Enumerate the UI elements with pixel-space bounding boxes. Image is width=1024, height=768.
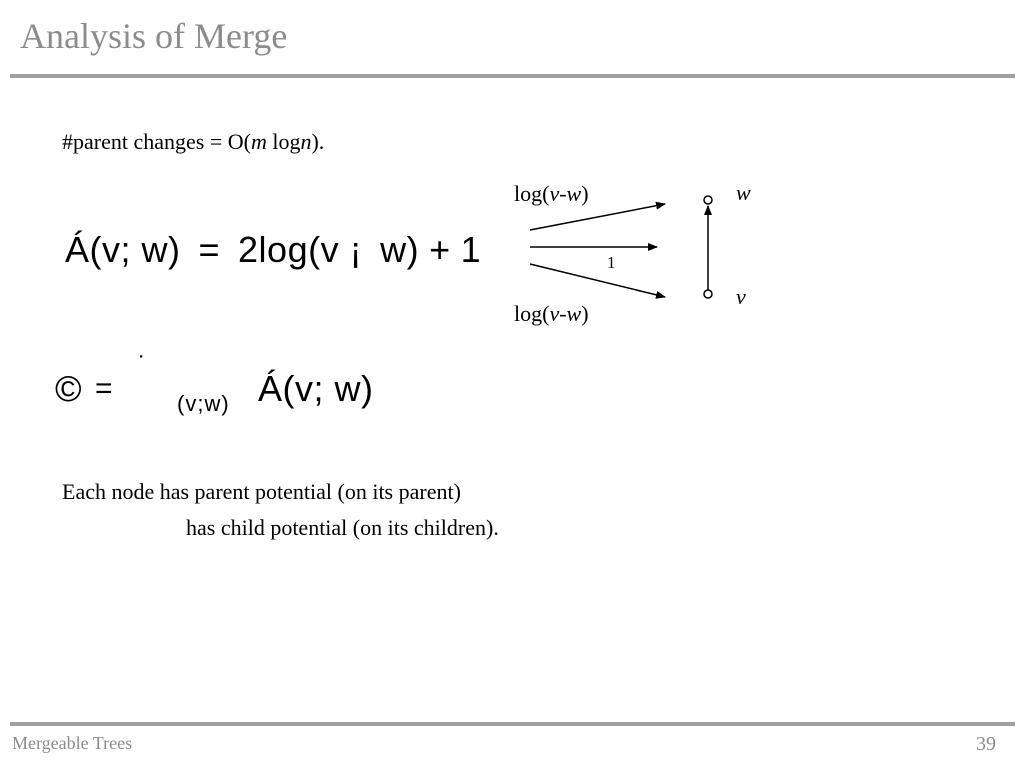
phi-equals: = bbox=[95, 372, 114, 405]
statement-var-m: m bbox=[250, 129, 267, 154]
bottom-label-prefix: log( bbox=[514, 301, 550, 326]
top-label-prefix: log( bbox=[514, 181, 550, 206]
node-w-circle bbox=[704, 196, 712, 204]
node-v-label: v bbox=[736, 284, 746, 309]
bottom-label-v: v bbox=[549, 301, 560, 326]
edge-potential-diagram bbox=[500, 170, 780, 340]
psi-lhs: Á(v; w) bbox=[65, 229, 181, 270]
top-label-suffix: ) bbox=[581, 181, 589, 206]
parent-changes-statement bbox=[62, 131, 324, 153]
footer-title: Mergeable Trees bbox=[12, 733, 133, 753]
bottom-arrow bbox=[530, 264, 665, 297]
sum-subscript: (v;w) bbox=[177, 391, 230, 416]
node-v-circle bbox=[704, 290, 712, 298]
node-w-label: w bbox=[736, 180, 751, 205]
page-number: 39 bbox=[976, 733, 996, 755]
psi-rhs-b: w) bbox=[380, 229, 420, 270]
top-label-w: w bbox=[566, 181, 582, 206]
psi-rhs-a: 2log(v ¡ bbox=[238, 229, 363, 270]
statement-suffix: ). bbox=[311, 129, 325, 154]
slide-title: Analysis of Merge bbox=[20, 16, 288, 56]
footer-divider bbox=[10, 722, 1015, 726]
phi-symbol: © bbox=[55, 368, 83, 409]
psi-equals: = bbox=[198, 229, 221, 270]
statement-prefix: #parent changes = O( bbox=[62, 129, 251, 154]
body-line-1: Each node has parent potential (on its parent) bbox=[62, 479, 461, 504]
title-divider bbox=[10, 74, 1015, 78]
bottom-label-dash: - bbox=[559, 301, 567, 326]
top-label-v: v bbox=[549, 181, 560, 206]
top-arrow bbox=[530, 204, 665, 230]
bottom-label-suffix: ) bbox=[581, 301, 589, 326]
middle-edge-label: 1 bbox=[607, 253, 616, 272]
body-line-2: has child potential (on its children). bbox=[186, 515, 499, 540]
sum-glyph: ˙ bbox=[138, 350, 147, 380]
phi-term: Á(v; w) bbox=[258, 368, 374, 409]
statement-mid: log bbox=[266, 129, 301, 154]
phi-lhs bbox=[55, 368, 83, 409]
bottom-label-w: w bbox=[566, 301, 582, 326]
psi-one: 1 bbox=[460, 229, 482, 270]
statement-var-n: n bbox=[300, 129, 312, 154]
top-label-dash: - bbox=[559, 181, 567, 206]
bottom-edge-label bbox=[514, 303, 589, 325]
psi-formula bbox=[65, 229, 482, 270]
top-edge-label bbox=[514, 183, 589, 205]
psi-plus: + bbox=[429, 229, 451, 270]
